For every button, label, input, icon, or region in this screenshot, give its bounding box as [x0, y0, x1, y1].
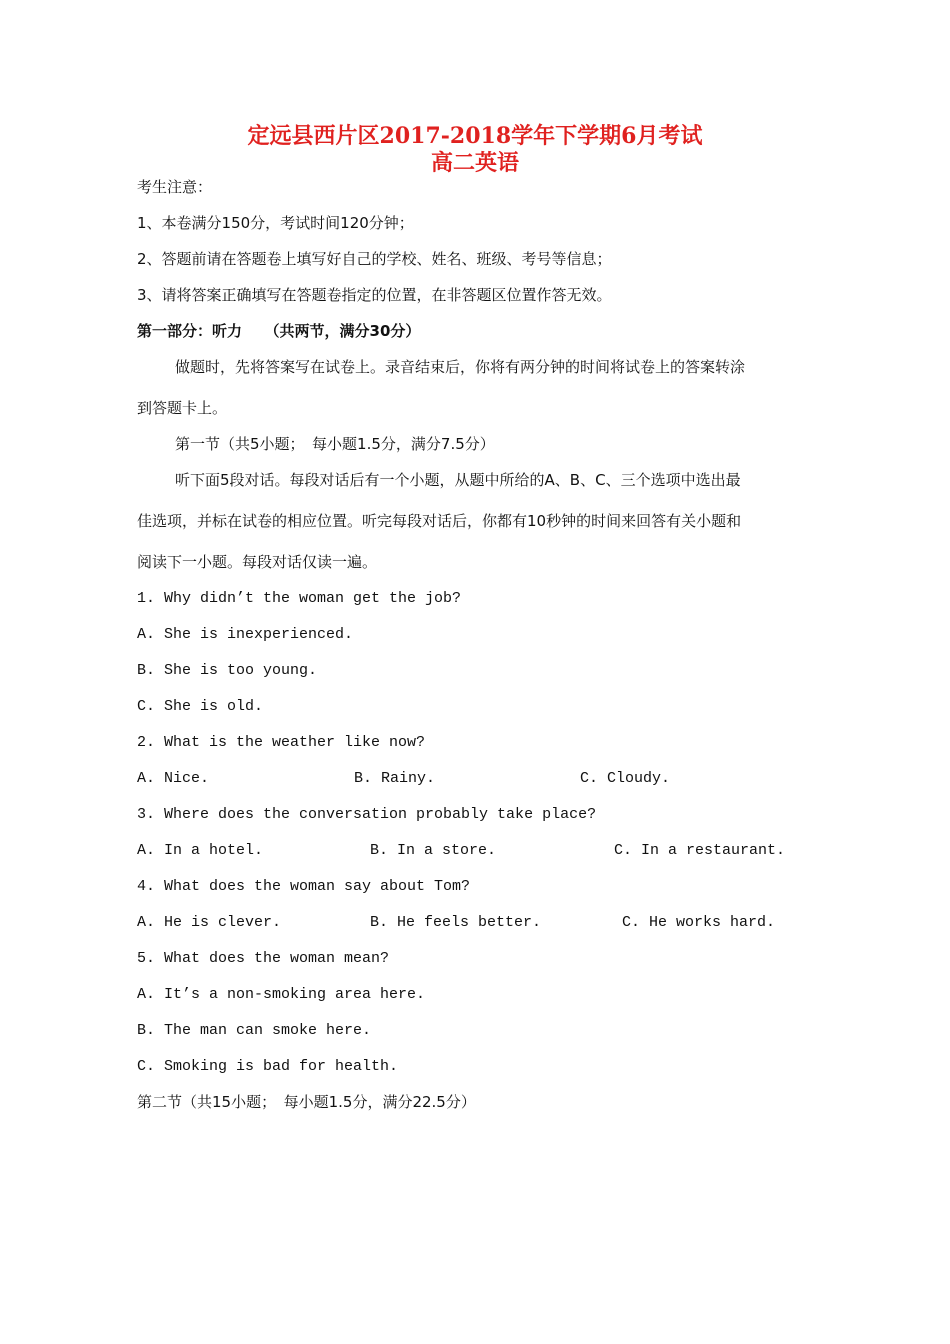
section1-heading: 第一节（共5小题； 每小题1.5分，满分7.5分） — [175, 435, 495, 453]
question-1-option-b: B. She is too young. — [137, 662, 318, 679]
question-4: 4. What does the woman say about Tom? — [137, 878, 471, 895]
notice-item-2: 2、答题前请在答题卷上填写好自己的学校、姓名、班级、考号等信息； — [137, 250, 612, 268]
part1-heading: 第一部分：听力 （共两节，满分30分） — [137, 322, 421, 340]
part1-intro-line-2: 到答题卡上。 — [137, 399, 228, 417]
question-2-option-b: B. Rainy. — [354, 770, 436, 787]
notice-heading: 考生注意： — [137, 178, 213, 196]
question-1-option-c: C. She is old. — [137, 698, 264, 715]
question-1: 1. Why didn’t the woman get the job? — [137, 590, 462, 607]
question-2-option-c: C. Cloudy. — [580, 770, 671, 787]
notice-item-1: 1、本卷满分150分，考试时间120分钟； — [137, 214, 414, 232]
question-5-option-a: A. It’s a non-smoking area here. — [137, 986, 426, 1003]
exam-title: 定远县西片区2017-2018学年下学期6月考试 — [247, 123, 703, 149]
question-4-option-a: A. He is clever. — [137, 914, 282, 931]
question-5-option-b: B. The man can smoke here. — [137, 1022, 372, 1039]
question-3-option-a: A. In a hotel. — [137, 842, 264, 859]
question-1-option-a: A. She is inexperienced. — [137, 626, 354, 643]
notice-item-3: 3、请将答案正确填写在答题卷指定的位置，在非答题区位置作答无效。 — [137, 286, 612, 304]
part1-intro-line-1: 做题时，先将答案写在试卷上。录音结束后，你将有两分钟的时间将试卷上的答案转涂 — [175, 358, 746, 376]
question-2-option-a: A. Nice. — [137, 770, 210, 787]
question-4-option-c: C. He works hard. — [622, 914, 776, 931]
exam-subject-title: 高二英语 — [430, 150, 519, 176]
question-4-option-b: B. He feels better. — [370, 914, 542, 931]
question-3-option-b: B. In a store. — [370, 842, 497, 859]
section1-instruction-line-3: 阅读下一小题。每段对话仅读一遍。 — [137, 553, 378, 571]
question-2: 2. What is the weather like now? — [137, 734, 426, 751]
question-3-option-c: C. In a restaurant. — [614, 842, 786, 859]
question-5: 5. What does the woman mean? — [137, 950, 390, 967]
question-3: 3. Where does the conversation probably take place? — [137, 806, 597, 823]
section1-instruction-line-1: 听下面5段对话。每段对话后有一个小题，从题中所给的A、B、C、三个选项中选出最 — [175, 471, 741, 489]
section1-instruction-line-2: 佳选项，并标在试卷的相应位置。听完每段对话后，你都有10秒钟的时间来回答有关小题和 — [137, 512, 742, 530]
section2-heading: 第二节（共15小题； 每小题1.5分，满分22.5分） — [137, 1093, 476, 1111]
question-5-option-c: C. Smoking is bad for health. — [137, 1058, 399, 1075]
